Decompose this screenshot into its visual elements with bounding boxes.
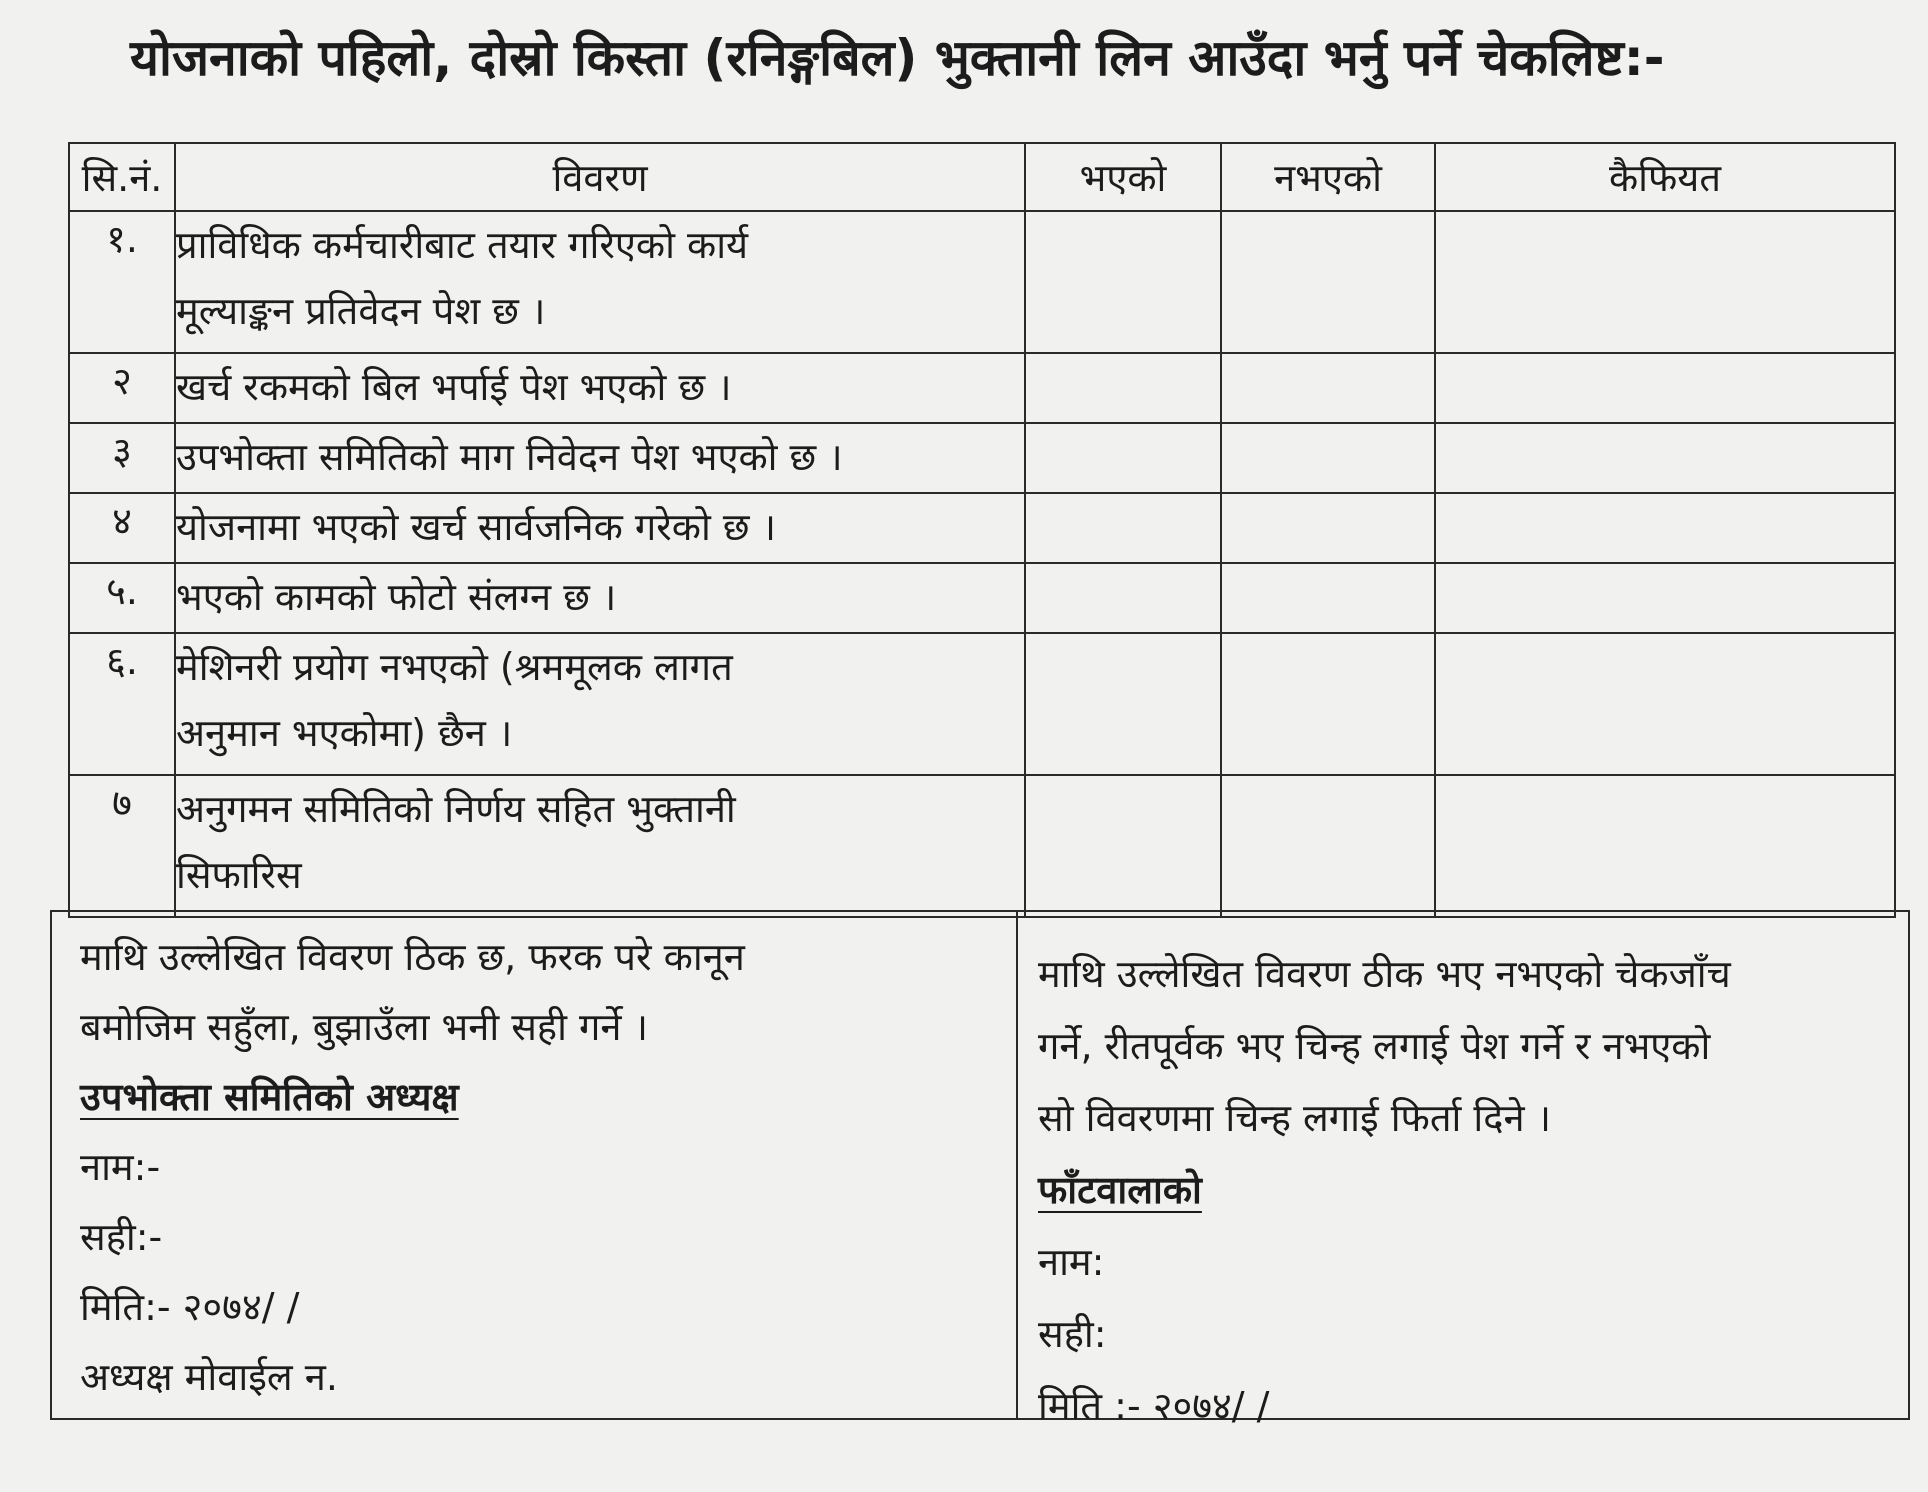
remarks-cell[interactable] xyxy=(1435,353,1895,423)
row-sn: ५. xyxy=(69,563,175,633)
header-description: विवरण xyxy=(175,143,1025,211)
row-description-line: मूल्याङ्कन प्रतिवेदन पेश छ । xyxy=(176,289,546,333)
table-row xyxy=(69,633,1895,775)
chair-name-field[interactable]: नाम:- xyxy=(80,1145,161,1189)
row-description xyxy=(175,493,1025,563)
header-remarks: कैफियत xyxy=(1435,143,1895,211)
done-cell[interactable] xyxy=(1025,423,1221,493)
document-title: योजनाको पहिलो, दोस्रो किस्ता (रनिङ्गबिल) भुक्तानी लिन आउँदा भर्नु पर्ने चेकलिष्ट:- xyxy=(130,29,1665,87)
row-sn: १. xyxy=(69,211,175,353)
chair-heading: उपभोक्ता समितिको अध्यक्ष xyxy=(80,1075,459,1119)
not-done-cell[interactable] xyxy=(1221,353,1435,423)
done-cell[interactable] xyxy=(1025,493,1221,563)
table-row xyxy=(69,423,1895,493)
row-description xyxy=(175,775,1025,917)
header-done: भएको xyxy=(1025,143,1221,211)
remarks-cell[interactable] xyxy=(1435,423,1895,493)
instruction-line: गर्ने, रीतपूर्वक भए चिन्ह लगाई पेश गर्ने र नभएको xyxy=(1038,1024,1711,1068)
row-description-line: मेशिनरी प्रयोग नभएको (श्रममूलक लागत xyxy=(176,645,733,689)
row-description-line: भएको कामको फोटो संलग्न छ । xyxy=(176,575,617,619)
table-row xyxy=(69,211,1895,353)
row-description-line: प्राविधिक कर्मचारीबाट तयार गरिएको कार्य xyxy=(176,223,749,267)
done-cell[interactable] xyxy=(1025,563,1221,633)
declaration-line: बमोजिम सहुँला, बुझाउँला भनी सही गर्ने । xyxy=(80,1005,648,1049)
table-row xyxy=(69,493,1895,563)
not-done-cell[interactable] xyxy=(1221,423,1435,493)
desk-officer-heading: फाँटवालाको xyxy=(1038,1168,1202,1212)
row-description-line: उपभोक्ता समितिको माग निवेदन पेश भएको छ । xyxy=(176,435,843,479)
chair-date-field[interactable]: मिति:- २०७४/ / xyxy=(80,1285,300,1329)
row-description xyxy=(175,563,1025,633)
row-description-line: अनुमान भएकोमा) छैन । xyxy=(176,711,513,755)
row-description-line: खर्च रकमको बिल भर्पाई पेश भएको छ । xyxy=(176,365,732,409)
done-cell[interactable] xyxy=(1025,211,1221,353)
not-done-cell[interactable] xyxy=(1221,211,1435,353)
row-description xyxy=(175,353,1025,423)
done-cell[interactable] xyxy=(1025,633,1221,775)
not-done-cell[interactable] xyxy=(1221,775,1435,917)
remarks-cell[interactable] xyxy=(1435,633,1895,775)
desk-officer-panel xyxy=(1018,912,1910,1428)
checklist-table xyxy=(68,142,1896,918)
done-cell[interactable] xyxy=(1025,775,1221,917)
table-row xyxy=(69,353,1895,423)
remarks-cell[interactable] xyxy=(1435,211,1895,353)
row-sn: ६. xyxy=(69,633,175,775)
remarks-cell[interactable] xyxy=(1435,775,1895,917)
row-description-line: योजनामा भएको खर्च सार्वजनिक गरेको छ । xyxy=(176,505,776,549)
not-done-cell[interactable] xyxy=(1221,493,1435,563)
remarks-cell[interactable] xyxy=(1435,563,1895,633)
row-description xyxy=(175,633,1025,775)
declaration-line: माथि उल्लेखित विवरण ठिक छ, फरक परे कानून xyxy=(80,935,745,979)
row-sn: २ xyxy=(69,353,175,423)
officer-name-field[interactable]: नाम: xyxy=(1038,1240,1105,1284)
table-row xyxy=(69,563,1895,633)
chair-signature-field[interactable]: सही:- xyxy=(80,1215,163,1259)
not-done-cell[interactable] xyxy=(1221,633,1435,775)
row-sn: ३ xyxy=(69,423,175,493)
table-row xyxy=(69,775,1895,917)
chair-mobile-field[interactable]: अध्यक्ष मोवाईल न. xyxy=(80,1355,338,1399)
officer-date-field[interactable]: मिति :- २०७४/ / xyxy=(1038,1384,1270,1428)
row-description-line: सिफारिस xyxy=(176,853,302,897)
not-done-cell[interactable] xyxy=(1221,563,1435,633)
officer-signature-field[interactable]: सही: xyxy=(1038,1312,1107,1356)
row-sn: ४ xyxy=(69,493,175,563)
table-header-row xyxy=(69,143,1895,211)
signature-section xyxy=(50,910,1910,1428)
remarks-cell[interactable] xyxy=(1435,493,1895,563)
done-cell[interactable] xyxy=(1025,353,1221,423)
row-sn: ७ xyxy=(69,775,175,917)
row-description-line: अनुगमन समितिको निर्णय सहित भुक्तानी xyxy=(176,787,736,831)
header-not-done: नभएको xyxy=(1221,143,1435,211)
row-description xyxy=(175,211,1025,353)
instruction-line: सो विवरणमा चिन्ह लगाई फिर्ता दिने । xyxy=(1038,1096,1552,1140)
row-description xyxy=(175,423,1025,493)
header-sn: सि.नं. xyxy=(69,143,175,211)
committee-chair-panel xyxy=(50,912,1018,1418)
instruction-line: माथि उल्लेखित विवरण ठीक भए नभएको चेकजाँच xyxy=(1038,952,1731,996)
